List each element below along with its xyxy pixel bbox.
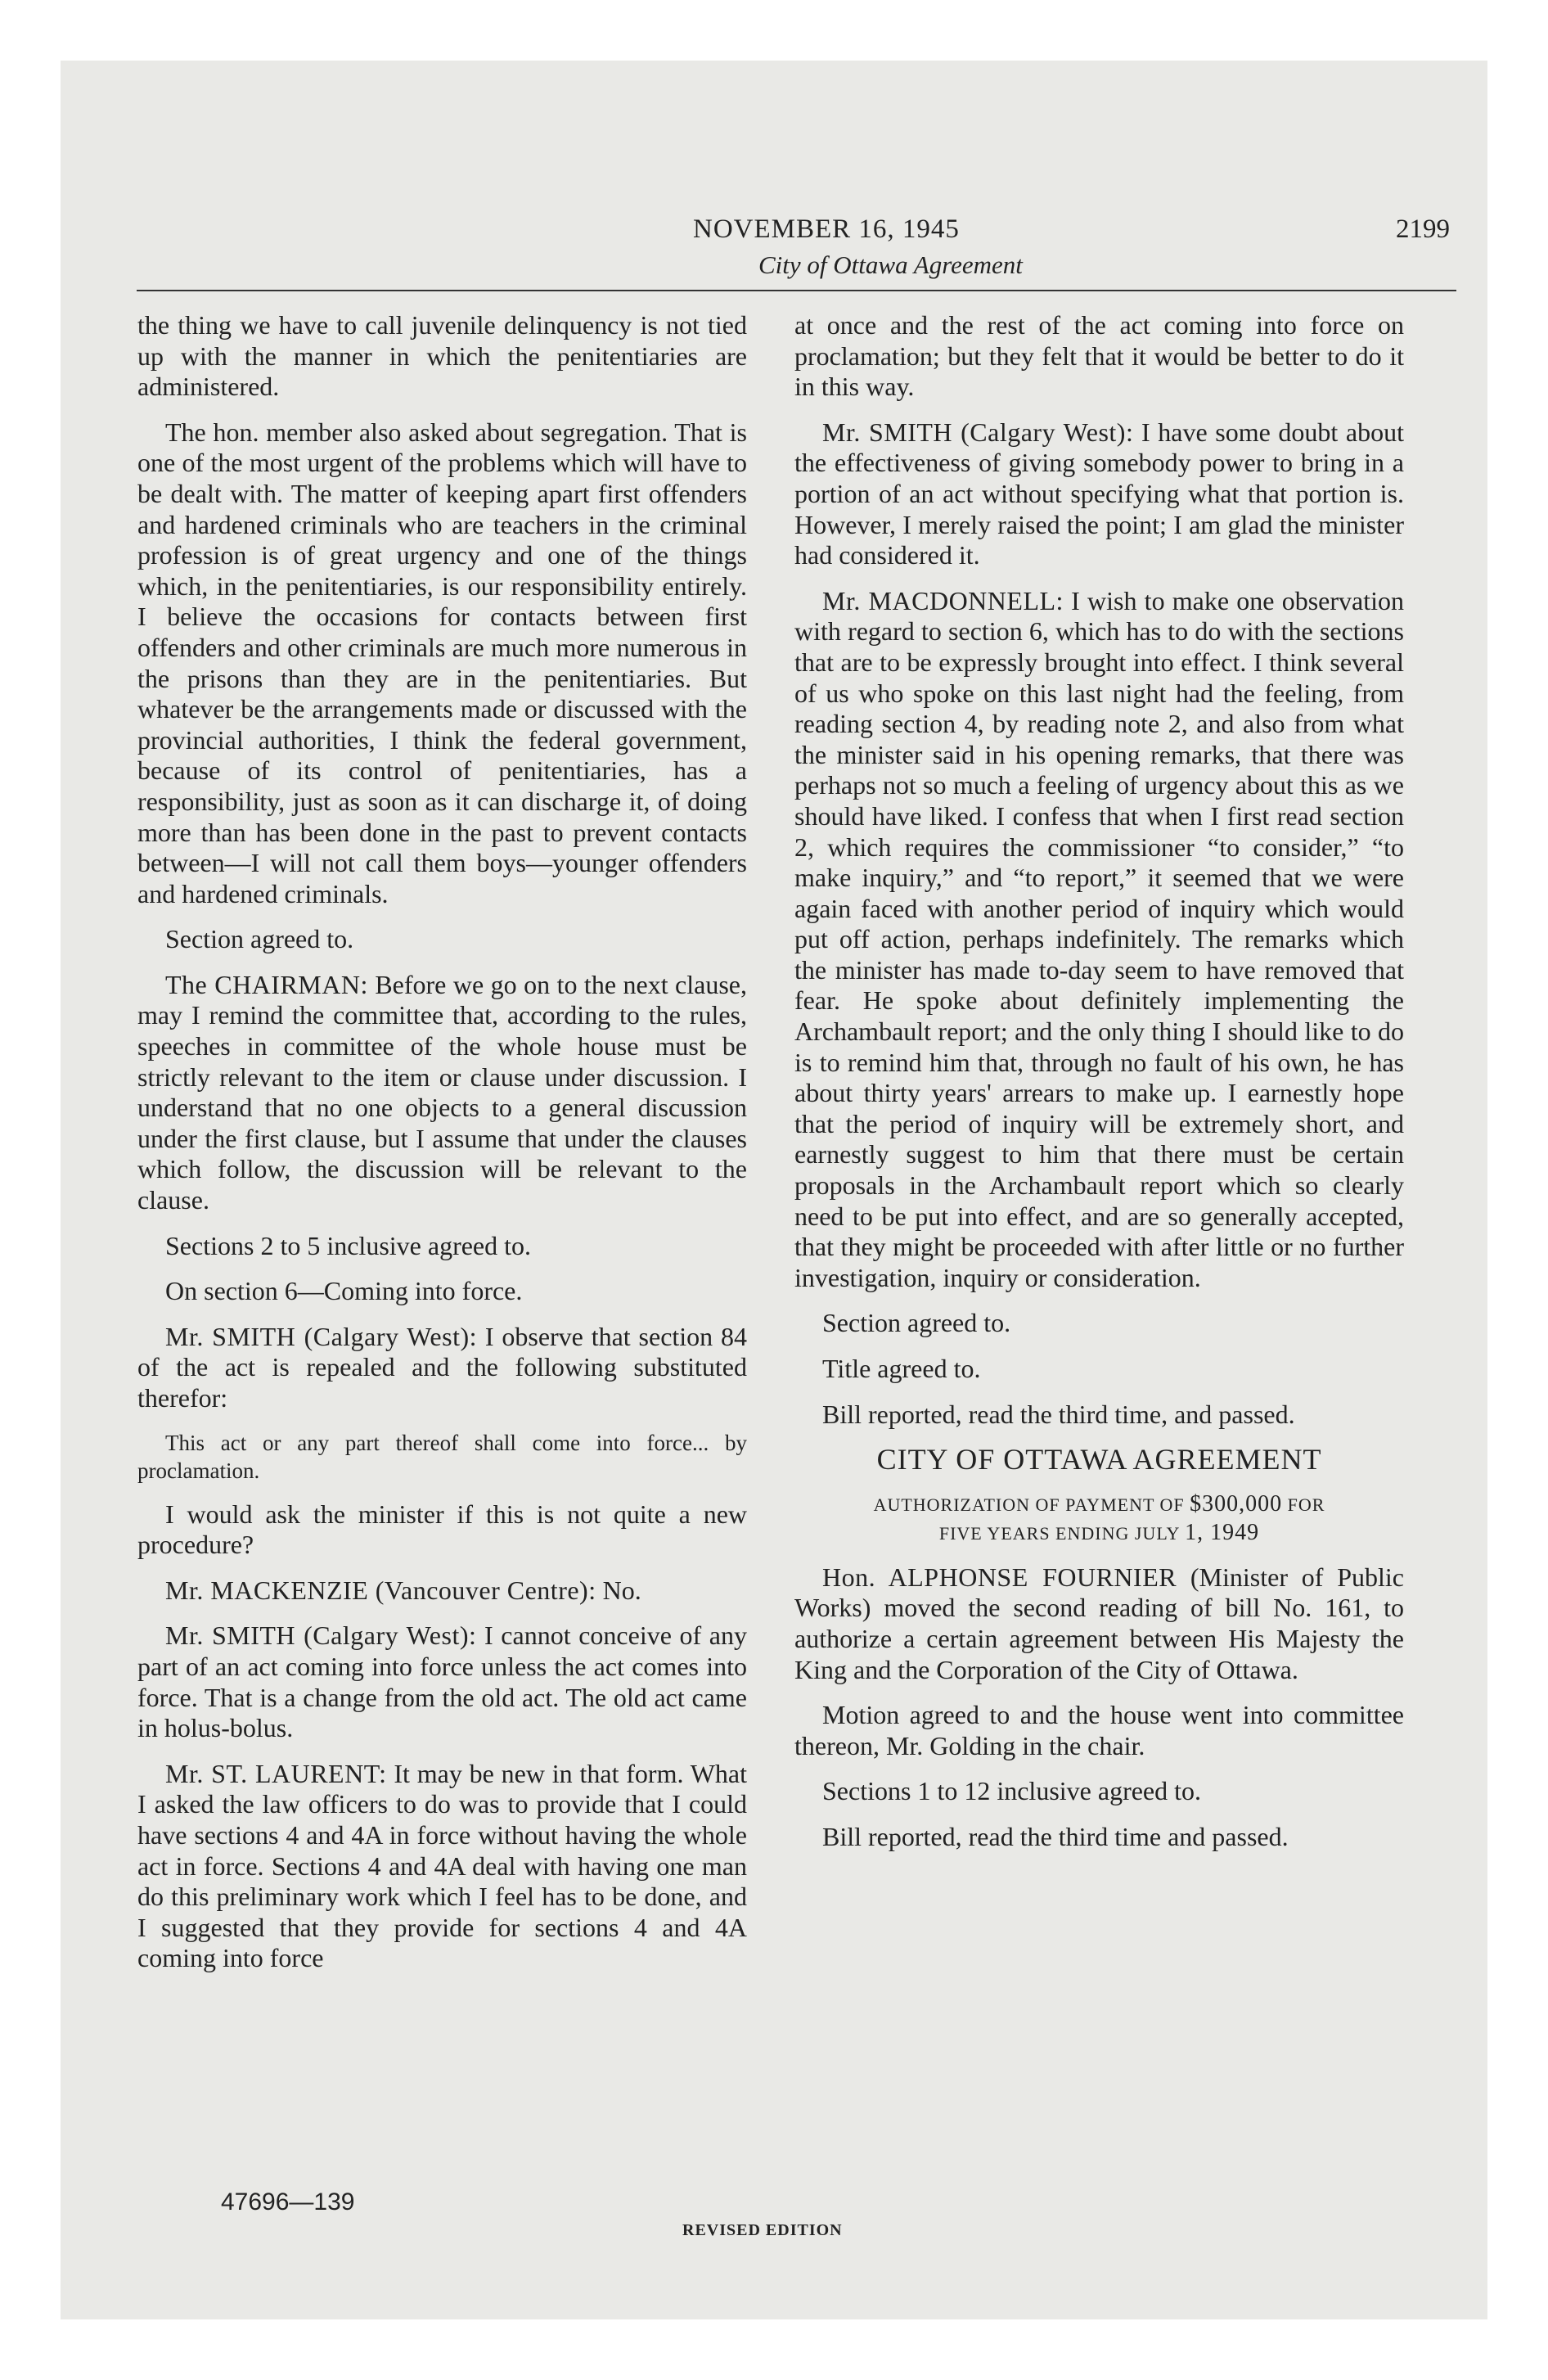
hansard-page	[61, 61, 1487, 2319]
paragraph: Bill reported, read the third time and passed.	[822, 1821, 1289, 1851]
block-quote: This act or any part thereof shall come into force... by proclamation.	[137, 1430, 747, 1483]
speech-text: I cannot conceive of any part of an act coming into force unless the act comes into force. That is a change from the old act. The old act came in holus-bolus.	[137, 1620, 748, 1743]
paragraph	[794, 1562, 1404, 1685]
paragraph	[137, 1322, 747, 1414]
speech-text: I observe that section 84 of the act is repealed and the following substituted therefor:	[137, 1321, 748, 1413]
paragraph: The hon. member also asked about segregation. That is one of the most urgent of the problems which will have to be dealt with. The matter of keeping apart first offenders and hardened criminals who are teachers in the criminal profession is of great urgency and one of the things which, in the penitentiaries, is our responsibility entirely. I believe the occasions for contacts between first offenders and other criminals are much more numerous in the prisons than they are in the penitentiaries. But whatever be the arrangements made or discussed with the provincial authorities, I think the federal government, because of its control of penitentiaries, has a responsibility, just as soon as it can discharge it, of doing more than has been done in the past to prevent contacts between—I will not call them boys—younger offenders and hardened criminals.	[137, 417, 747, 908]
subheading-text: AUTHORIZATION OF PAYMENT OF	[873, 1494, 1190, 1515]
subheading-text: FOR	[1282, 1494, 1325, 1515]
speaker-name: The CHAIRMAN:	[165, 969, 368, 999]
speaker-name: Mr. SMITH (Calgary West):	[165, 1620, 477, 1651]
footer-edition: REVISED EDITION	[682, 2221, 843, 2239]
speech-text: Before we go on to the next clause, may I remind the committee that, according to the rules, speeches in committee of the whole house must be strictly relevant to the item or clause under discussion. I understand that no one objects to a general discussion under the first clause, but I assume that under the clauses which follow, the discussion will be relevant to the clause.	[137, 969, 747, 1215]
section-subheading	[794, 1490, 1404, 1548]
speaker-name: Mr. SMITH (Calgary West):	[822, 417, 1134, 447]
paragraph: Sections 2 to 5 inclusive agreed to.	[165, 1230, 532, 1260]
speech-text: It may be new in that form. What I asked the law officers to do was to provide that I could have sections 4 and 4A in force without having the whole act in force. Sections 4 and 4A deal with having one man do this preliminary work which I feel has to be done, and I suggested that they provide for sections 4 and 4A coming into force	[137, 1758, 747, 1973]
paragraph: I would ask the minister if this is not quite a new procedure?	[137, 1499, 747, 1560]
header-rule	[137, 290, 1456, 291]
header-section-title: City of Ottawa Agreement	[758, 250, 1023, 279]
speaker-name: Mr. ST. LAURENT:	[165, 1758, 387, 1788]
paragraph	[137, 1575, 747, 1607]
section-heading: CITY OF OTTAWA AGREEMENT	[876, 1443, 1322, 1476]
speech-text: I have some doubt about the effectiveness of giving somebody power to bring in a portion of an act without specifying what that portion is. However, I merely raised the point; I am glad the minister had considered it.	[794, 417, 1405, 570]
paragraph: Section agreed to.	[165, 924, 354, 954]
paragraph	[137, 1759, 747, 1974]
left-column	[137, 310, 747, 1974]
speaker-name: Mr. MACDONNELL:	[822, 585, 1064, 615]
paragraph	[137, 970, 747, 1216]
header-page-number: 2199	[1396, 214, 1450, 244]
speaker-name: Mr. SMITH (Calgary West):	[165, 1321, 478, 1351]
page-header	[137, 159, 1456, 290]
paragraph: Title agreed to.	[822, 1354, 981, 1383]
paragraph	[137, 1620, 747, 1743]
subheading-amount: $300,000	[1190, 1490, 1283, 1517]
paragraph: Bill reported, read the third time, and passed.	[822, 1399, 1295, 1429]
paragraph: On section 6—Coming into force.	[165, 1276, 523, 1306]
paragraph: Motion agreed to and the house went into committee thereon, Mr. Golding in the chair.	[794, 1700, 1404, 1760]
speech-text: I wish to make one observation with regard to section 6, which has to do with the sections that are to be expressly brought into effect. I think several of us who spoke on this last night had the feeling, from reading section 4, by reading note 2, and also from what the minister said in his opening remarks, that there was perhaps not so much a feeling of urgency about this as we should have liked. I confess that when I first read section 2, which requires the commissioner “to consider,” “to make inquiry,” and “to report,” it seemed that we were again faced with another period of inquiry which would put off action, perhaps indefinitely. The remarks which the minister has made to-day seem to have removed that fear. He spoke about definitely implementing the Archambault report; and the only thing I should like to do is to remind him that, through no fault of his own, he has about thirty years' arrears to make up. I earnestly hope that the period of inquiry will be extremely short, and earnestly suggest to him that there must be certain proposals in the Archambault report which so clearly need to be put into effect, and are so generally accepted, that they might be proceeded with after little or no further investigation, inquiry or consideration.	[794, 585, 1405, 1292]
speech-text: No.	[596, 1575, 641, 1605]
speech-text: (Minister of Public Works) moved the second reading of bill No. 161, to authorize a certain agreement between His Majesty the King and the Corporation of the City of Ottawa.	[794, 1562, 1404, 1684]
paragraph	[794, 417, 1404, 571]
speaker-name: Hon. ALPHONSE FOURNIER	[822, 1562, 1177, 1592]
right-column	[794, 310, 1404, 1868]
paragraph: the thing we have to call juvenile delinquency is not tied up with the manner in which the penitentiaries are administered.	[137, 310, 747, 402]
paragraph: Section agreed to.	[822, 1308, 1011, 1338]
subheading-text: FIVE YEARS ENDING JULY	[938, 1522, 1186, 1544]
paragraph: Sections 1 to 12 inclusive agreed to.	[822, 1776, 1202, 1806]
paragraph: at once and the rest of the act coming into force on proclamation; but they felt that it would be better to do it in this way.	[794, 310, 1404, 402]
header-date: NOVEMBER 16, 1945	[693, 214, 960, 244]
speaker-name: Mr. MACKENZIE (Vancouver Centre):	[165, 1575, 596, 1605]
footer-code: 47696—139	[221, 2188, 355, 2215]
paragraph	[794, 586, 1404, 1294]
subheading-date: 1, 1949	[1185, 1519, 1260, 1545]
